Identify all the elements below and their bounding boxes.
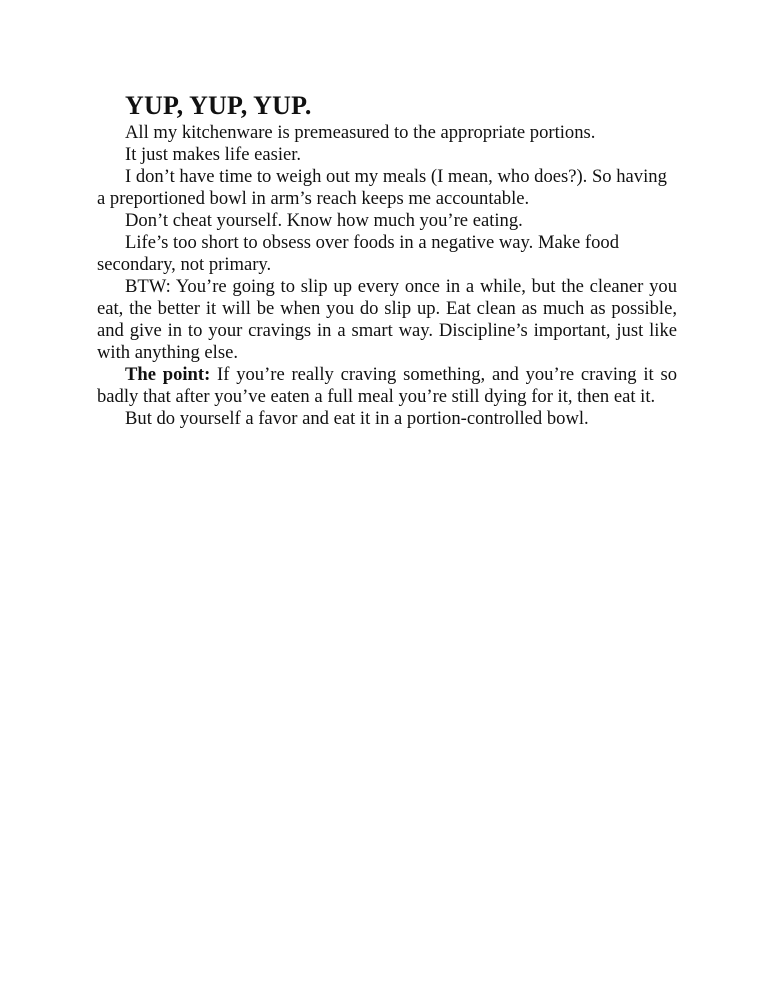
paragraph-btw: BTW: You’re going to slip up every once in a while, but the cleaner you eat, the better it will be when you do slip up. Eat clean as much as possible, and give in to your cravings in a smart way. Discipline’s important, just like with anything else. [97,276,677,363]
the-point-label: The point: [125,364,211,385]
paragraph-easier: It just makes life easier. [125,144,302,165]
the-point-text: If you’re really craving something, and you’re craving it so badly that after you’ve eaten a full meal you’re still dying for it, then eat it. [97,364,677,407]
paragraph-kitchenware: All my kitchenware is premeasured to the appropriate portions. [125,122,596,143]
section-heading: YUP, YUP, YUP. [125,91,312,120]
paragraph-closing: But do yourself a favor and eat it in a portion-controlled bowl. [125,408,589,429]
document-page [97,91,677,430]
paragraph-the-point [97,364,677,408]
paragraph-dont-cheat: Don’t cheat yourself. Know how much you’re eating. [125,210,523,231]
paragraph-lifes-too-short: Life’s too short to obsess over foods in a negative way. Make food secondary, not primary. [97,232,620,275]
paragraph-weigh-meals: I don’t have time to weigh out my meals (I mean, who does?). So having a preportioned bowl in arm’s reach keeps me accountable. [97,166,667,209]
